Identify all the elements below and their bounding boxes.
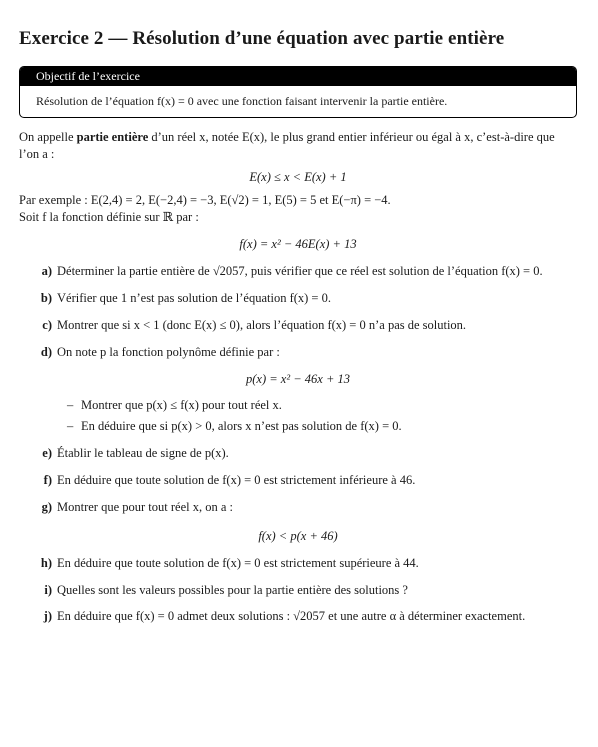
bullet-dash: – xyxy=(67,419,74,434)
question-i xyxy=(19,582,577,599)
question-b xyxy=(19,290,577,307)
question-label: g) xyxy=(41,499,52,514)
bullet-text: Montrer que p(x) ≤ f(x) pour tout réel x. xyxy=(81,398,282,413)
question-f xyxy=(19,472,577,489)
bullet-text: En déduire que si p(x) > 0, alors x n’est pas solution de f(x) = 0. xyxy=(81,419,402,434)
question-text: Déterminer la partie entière de √2057, puis vérifier que ce réel est solution de l’équation f(x) = 0. xyxy=(57,264,543,279)
definition-pre: On appelle xyxy=(19,129,77,144)
bullet-item xyxy=(19,418,577,435)
inequality-formula: E(x) ≤ x < E(x) + 1 xyxy=(249,169,347,184)
objective-text: Résolution de l’équation f(x) = 0 avec une fonction faisant intervenir la partie entière. xyxy=(36,93,448,108)
question-e xyxy=(19,445,577,462)
question-text: Montrer que pour tout réel x, on a : xyxy=(57,499,233,514)
exercise-page xyxy=(19,26,577,625)
question-h xyxy=(19,555,577,572)
question-text: Quelles sont les valeurs possibles pour la partie entière des solutions ? xyxy=(57,582,408,597)
question-text: En déduire que toute solution de f(x) = 0 est strictement supérieure à 44. xyxy=(57,555,419,570)
bullet-dash: – xyxy=(67,398,74,413)
question-label: j) xyxy=(43,609,52,624)
question-label: e) xyxy=(42,446,52,461)
question-text: Vérifier que 1 n’est pas solution de l’équation f(x) = 0. xyxy=(57,290,331,305)
question-label: d) xyxy=(40,344,52,359)
question-d xyxy=(19,344,577,361)
question-a xyxy=(19,263,577,280)
inequality-g-formula: f(x) < p(x + 46) xyxy=(258,528,338,543)
bullet-item xyxy=(19,397,577,414)
function-intro: Soit f la fonction définie sur ℝ par : xyxy=(19,210,199,225)
exercise-title: Exercice 2 — Résolution d’une équation avec partie entière xyxy=(19,28,505,49)
examples-line: Par exemple : E(2,4) = 2, E(−2,4) = −3, E(√2) = 1, E(5) = 5 et E(−π) = −4. xyxy=(19,193,391,208)
question-label: h) xyxy=(40,555,52,570)
definition-term: partie entière xyxy=(76,129,149,144)
question-j xyxy=(19,608,577,625)
question-text: En déduire que toute solution de f(x) = 0 est strictement inférieure à 46. xyxy=(57,473,416,488)
objective-header: Objectif de l’exercice xyxy=(20,67,576,86)
question-label: c) xyxy=(42,317,52,332)
question-g xyxy=(19,499,577,516)
function-definition: f(x) = x² − 46E(x) + 13 xyxy=(239,237,357,252)
question-label: f) xyxy=(43,473,52,488)
definition-paragraph xyxy=(19,129,577,163)
question-label: a) xyxy=(41,264,52,279)
question-c xyxy=(19,317,577,334)
question-text: En déduire que f(x) = 0 admet deux solutions : √2057 et une autre α à déterminer exactement. xyxy=(57,609,526,624)
question-text: On note p la fonction polynôme définie par : xyxy=(57,344,280,359)
definition-post: d’un réel x, notée E(x), le plus grand entier inférieur ou égal à x, c’est-à-dire que l’on a : xyxy=(19,129,555,161)
question-label: i) xyxy=(44,582,52,597)
polynomial-formula: p(x) = x² − 46x + 13 xyxy=(245,371,351,386)
question-text: Montrer que si x < 1 (donc E(x) ≤ 0), alors l’équation f(x) = 0 n’a pas de solution. xyxy=(57,317,467,332)
question-label: b) xyxy=(40,290,52,305)
objective-box xyxy=(19,66,577,118)
question-text: Établir le tableau de signe de p(x). xyxy=(57,446,229,461)
